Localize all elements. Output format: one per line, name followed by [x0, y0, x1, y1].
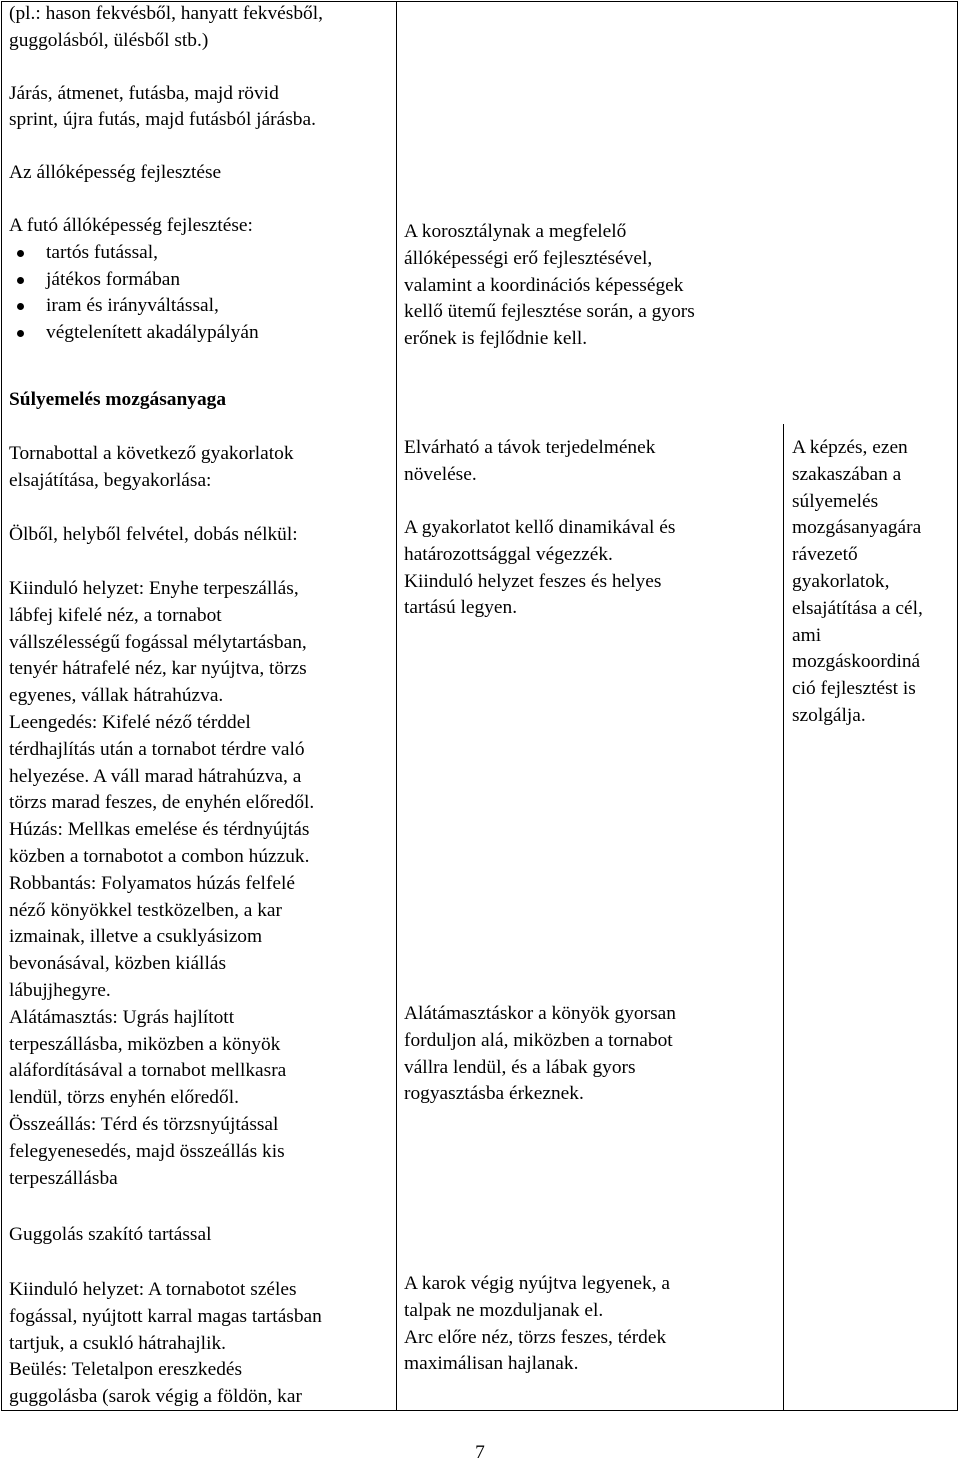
- text-line: (pl.: hason fekvésből, hanyatt fekvésből,: [9, 3, 323, 24]
- text-line: guggolásba (sarok végig a földön, kar: [9, 1386, 302, 1408]
- text-line: vállszélességű fogással mélytartásban,: [9, 631, 307, 653]
- text-line: Elvárható a távok terjedelmének: [404, 437, 656, 458]
- text-line: Összeállás: Térd és törzsnyújtással: [9, 1113, 279, 1135]
- text-line: súlyemelés: [792, 490, 879, 512]
- col1-exercise-block: [9, 576, 393, 1192]
- list-item: végtelenített akadálypályán: [9, 320, 393, 347]
- text-line: valamint a koordinációs képességek: [404, 274, 684, 296]
- text-line: A futó állóképesség fejlesztése:: [9, 214, 253, 236]
- text-line: A gyakorlatot kellő dinamikával és: [404, 517, 676, 538]
- list-item: iram és irányváltással,: [9, 293, 393, 320]
- text-line: Leengedés: Kifelé néző térddel: [9, 711, 251, 733]
- col1-intro-block: [9, 441, 393, 495]
- text-line: növelése.: [404, 463, 477, 485]
- text-line: Járás, átmenet, futásba, majd rövid: [9, 82, 279, 104]
- text-line: Beülés: Teletalpon ereszkedés: [9, 1359, 243, 1381]
- weightlifting-heading: Súlyemelés mozgásanyaga: [9, 389, 227, 410]
- text-line: maximálisan hajlanak.: [404, 1353, 579, 1375]
- text-line: kellő ütemű fejlesztése során, a gyors: [404, 301, 695, 323]
- text-line: rávezető: [792, 544, 858, 566]
- section-heading: Az állóképesség fejlesztése: [9, 162, 222, 184]
- text-line: guggolásból, ülésből stb.): [9, 29, 209, 51]
- text-line: mozgásanyagára: [792, 517, 922, 539]
- col2-squat-note: [404, 1271, 778, 1378]
- text-line: közben a tornabotot a combon húzzuk.: [9, 845, 310, 867]
- text-line: néző könyökkel testközelben, a kar: [9, 899, 282, 921]
- text-line: mozgáskoordiná: [792, 651, 921, 673]
- text-line: A képzés, ezen: [792, 437, 908, 458]
- text-line: Alátámasztáskor a könyök gyorsan: [404, 1003, 676, 1024]
- text-line: állóképességi erő fejlesztésével,: [404, 247, 653, 269]
- list-item: játékos formában: [9, 267, 393, 294]
- text-line: törzs marad feszes, de enyhén előredől.: [9, 792, 315, 814]
- text-line: aláfordításával a tornabot mellkasra: [9, 1060, 287, 1082]
- text-line: térdhajlítás után a tornabot térdre való: [9, 738, 305, 760]
- col1-top-block: [9, 1, 393, 347]
- text-line: gyakorlatok,: [792, 570, 890, 592]
- column-divider-2: [783, 424, 784, 1411]
- text-line: egyenes, vállak hátrahúzva.: [9, 685, 224, 707]
- text-line: tenyér hátrafelé néz, kar nyújtva, törzs: [9, 658, 307, 680]
- text-line: Kiinduló helyzet: Enyhe terpeszállás,: [9, 578, 299, 599]
- col2-support-note: [404, 1001, 778, 1108]
- text-line: ció fejlesztést is: [792, 678, 916, 700]
- list-item: tartós futással,: [9, 240, 393, 267]
- text-line: Arc előre néz, törzs feszes, térdek: [404, 1326, 667, 1348]
- col3-note: [792, 435, 955, 730]
- col2-dynamics-note: [404, 515, 778, 622]
- text-line: tartású legyen.: [404, 597, 518, 619]
- text-line: fogással, nyújtott karral magas tartásban: [9, 1305, 322, 1327]
- text-line: elsajátítása a cél,: [792, 597, 923, 619]
- column-divider-1: [396, 1, 397, 1411]
- text-line: Húzás: Mellkas emelése és térdnyújtás: [9, 819, 310, 841]
- exercise-title: Ölből, helyből felvétel, dobás nélkül:: [9, 524, 298, 545]
- col2-distance-note: [404, 435, 778, 489]
- text-line: erőnek is fejlődnie kell.: [404, 328, 588, 350]
- text-line: A karok végig nyújtva legyenek, a: [404, 1273, 671, 1294]
- text-line: vállra lendül, és a lábak gyors: [404, 1056, 636, 1078]
- text-line: elsajátítása, begyakorlása:: [9, 469, 212, 491]
- text-line: terpeszállásba, miközben a könyök: [9, 1033, 281, 1055]
- text-line: Kiinduló helyzet: A tornabotot széles: [9, 1279, 297, 1300]
- endurance-list: [9, 240, 393, 347]
- text-line: tartjuk, a csukló hátrahajlik.: [9, 1332, 226, 1354]
- text-line: lábujjhegyre.: [9, 979, 111, 1001]
- text-line: rogyasztásba érkeznek.: [404, 1083, 584, 1105]
- text-line: szakaszában a: [792, 463, 902, 485]
- text-line: izmainak, illetve a csuklyásizom: [9, 926, 263, 948]
- text-line: Kiinduló helyzet feszes és helyes: [404, 570, 662, 592]
- text-line: sprint, újra futás, majd futásból járásba.: [9, 109, 316, 131]
- text-line: forduljon alá, miközben a tornabot: [404, 1029, 673, 1051]
- text-line: szolgálja.: [792, 704, 866, 726]
- page-number: 7: [475, 1442, 485, 1463]
- text-line: lábfej kifelé néz, a tornabot: [9, 604, 222, 626]
- text-line: ami: [792, 624, 822, 646]
- text-line: A korosztálynak a megfelelő: [404, 221, 627, 242]
- col2-endurance-note: [404, 219, 778, 353]
- text-line: helyezése. A váll marad hátrahúzva, a: [9, 765, 302, 787]
- text-line: Robbantás: Folyamatos húzás felfelé: [9, 872, 295, 894]
- text-line: határozottsággal végezzék.: [404, 543, 613, 565]
- squat-title: Guggolás szakító tartással: [9, 1224, 212, 1245]
- text-line: Tornabottal a következő gyakorlatok: [9, 443, 294, 464]
- text-line: felegyenesedés, majd összeállás kis: [9, 1140, 285, 1162]
- text-line: talpak ne mozduljanak el.: [404, 1299, 604, 1321]
- col1-squat-block: [9, 1277, 393, 1411]
- text-line: terpeszállásba: [9, 1167, 118, 1189]
- text-line: bevonásával, közben kiállás: [9, 953, 226, 975]
- text-line: Alátámasztás: Ugrás hajlított: [9, 1006, 235, 1028]
- text-line: lendül, törzs enyhén előredől.: [9, 1087, 239, 1109]
